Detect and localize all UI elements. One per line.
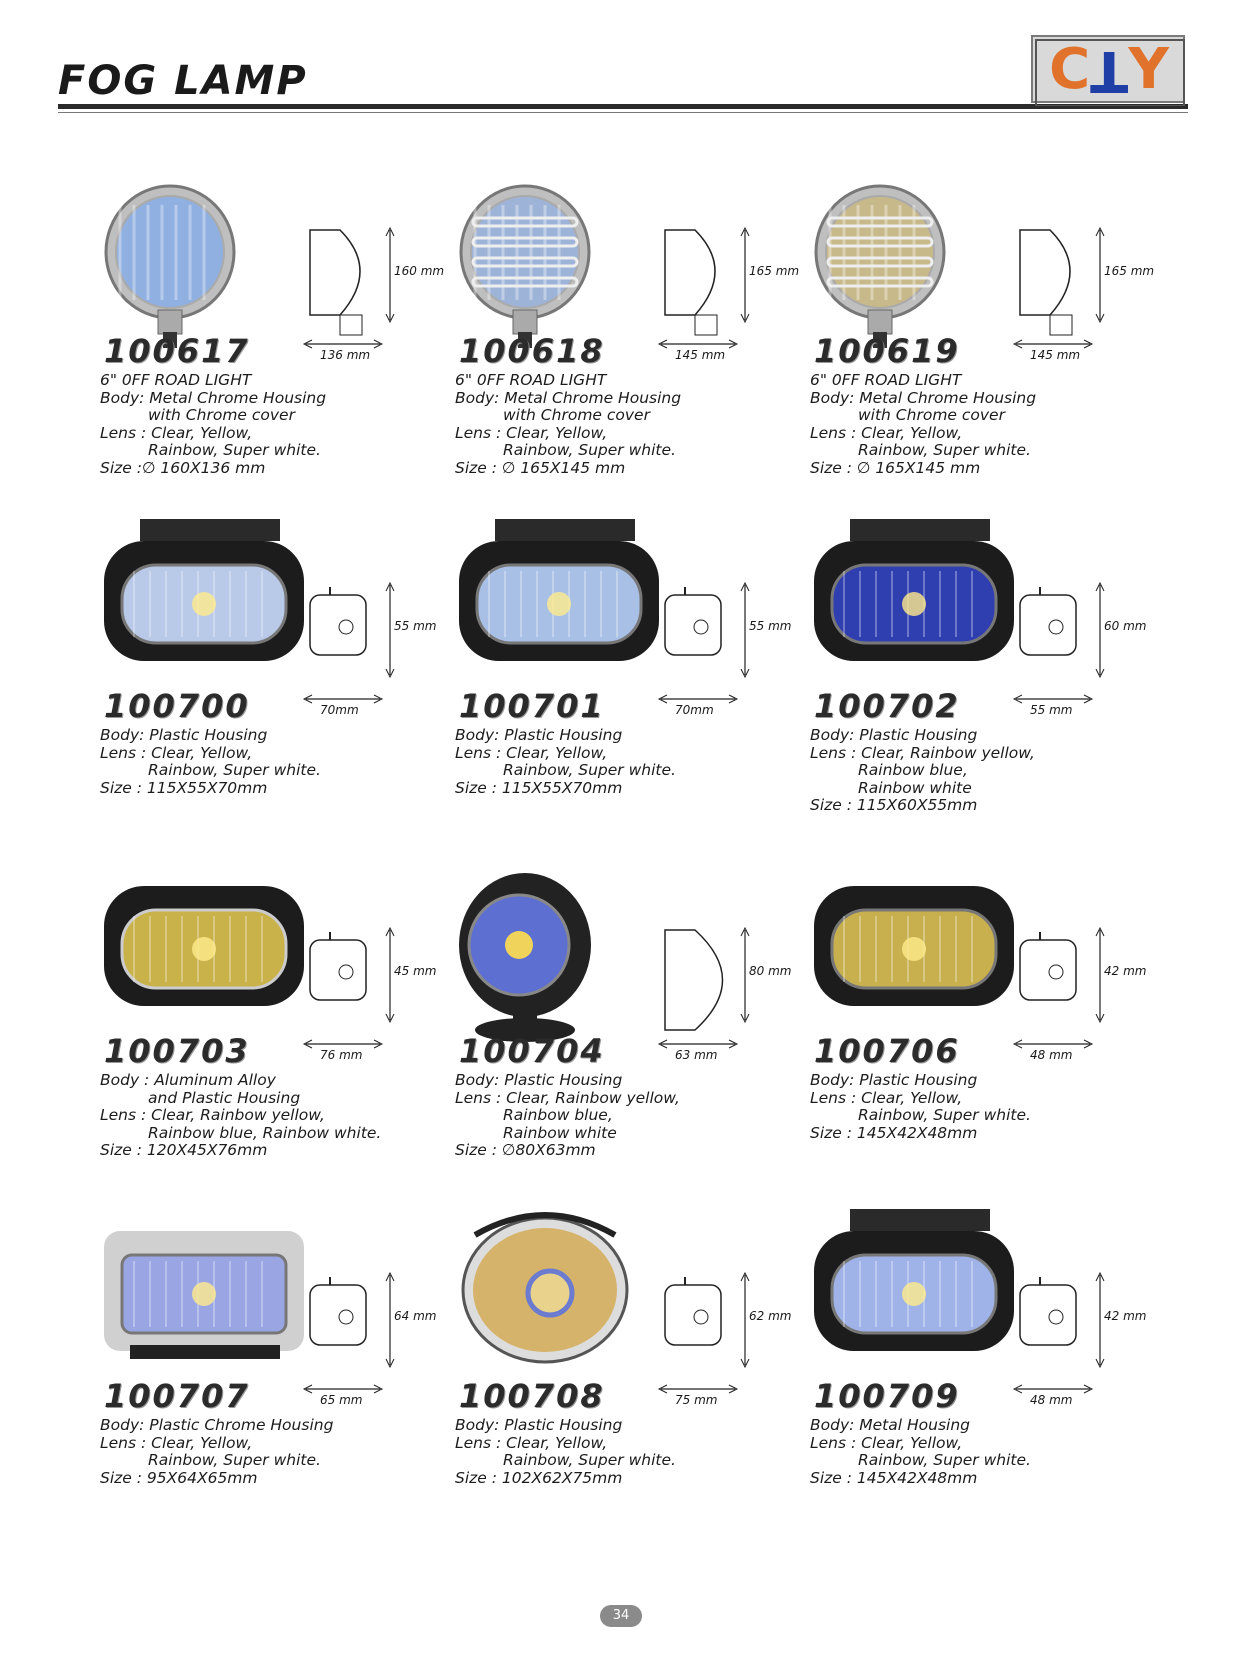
width-dimension: 145 mm xyxy=(1030,348,1081,362)
product-code: 100701 xyxy=(459,687,605,725)
side-view-diagram xyxy=(1010,575,1120,709)
spec-line: Rainbow, Super white. xyxy=(148,761,321,779)
product-spec xyxy=(455,1072,680,1160)
product-card xyxy=(455,515,835,865)
product-photo xyxy=(100,860,310,1054)
product-photo xyxy=(100,515,310,709)
spec-line: Body: Plastic Housing xyxy=(455,726,623,744)
title-rule xyxy=(58,104,1188,109)
height-dimension: 62 mm xyxy=(749,1309,792,1323)
dimension-drawing xyxy=(655,220,800,362)
spec-line: Size : ∅ 165X145 mm xyxy=(810,458,981,477)
side-view-diagram xyxy=(655,920,765,1054)
product-photo xyxy=(810,860,1020,1054)
dimension-drawing xyxy=(300,920,437,1062)
side-view-diagram xyxy=(655,220,765,354)
spec-line: Rainbow, Super white. xyxy=(503,1451,676,1469)
side-view-diagram xyxy=(300,920,410,1054)
spec-line: Body: Metal Chrome Housing xyxy=(810,388,1037,407)
product-photo xyxy=(100,1205,310,1399)
spec-line: Lens : Clear, Rainbow yellow, xyxy=(100,1106,325,1124)
product-photo xyxy=(455,515,665,709)
spec-line: with Chrome cover xyxy=(503,406,650,424)
product-card xyxy=(810,515,1190,865)
spec-line: Body: Plastic Housing xyxy=(100,726,268,744)
spec-line: Body: Metal Chrome Housing xyxy=(100,388,327,407)
product-card xyxy=(100,1205,480,1555)
product-card xyxy=(100,160,480,510)
side-view-diagram xyxy=(1010,920,1120,1054)
spec-line: Body: Plastic Housing xyxy=(810,1071,978,1089)
spec-line: Size : ∅80X63mm xyxy=(455,1141,596,1159)
spec-line: Body: Metal Housing xyxy=(810,1416,971,1434)
height-dimension: 64 mm xyxy=(394,1309,437,1323)
product-code: 100704 xyxy=(459,1032,605,1070)
product-code: 100707 xyxy=(104,1377,250,1415)
width-dimension: 55 mm xyxy=(1030,703,1073,717)
height-dimension: 165 mm xyxy=(1104,264,1155,278)
lamp-illustration xyxy=(455,1205,665,1395)
product-spec xyxy=(100,727,321,797)
side-view-diagram xyxy=(300,575,410,709)
spec-line: Lens : Clear, Yellow, xyxy=(100,743,253,762)
product-spec xyxy=(100,1072,381,1160)
product-spec xyxy=(810,1072,1031,1142)
side-view-diagram xyxy=(655,575,765,709)
lamp-illustration xyxy=(810,860,1020,1050)
spec-line: with Chrome cover xyxy=(858,406,1005,424)
spec-line: Rainbow blue, xyxy=(858,761,968,779)
spec-line: Body: Plastic Housing xyxy=(455,1071,623,1089)
product-spec xyxy=(455,372,681,477)
lamp-illustration xyxy=(455,515,665,705)
spec-line: Body: Plastic Housing xyxy=(810,726,978,744)
product-code: 100708 xyxy=(459,1377,605,1415)
dimension-drawing xyxy=(655,1265,792,1407)
height-dimension: 55 mm xyxy=(749,619,792,633)
product-card xyxy=(100,860,480,1210)
product-code: 100619 xyxy=(814,332,960,370)
product-code: 100706 xyxy=(814,1032,960,1070)
dimension-drawing xyxy=(1010,920,1147,1062)
spec-line: Lens : Clear, Yellow, xyxy=(810,423,963,442)
product-code: 100702 xyxy=(814,687,960,725)
width-dimension: 48 mm xyxy=(1030,1048,1073,1062)
spec-line: Body: Plastic Chrome Housing xyxy=(100,1416,334,1434)
lamp-illustration xyxy=(100,1205,310,1395)
spec-line: Lens : Clear, Yellow, xyxy=(455,423,608,442)
side-view-diagram xyxy=(655,1265,765,1399)
lamp-illustration xyxy=(455,160,665,350)
spec-line: Lens : Clear, Yellow, xyxy=(100,1433,253,1452)
page-title: FOG LAMP xyxy=(58,58,308,104)
lamp-illustration xyxy=(100,160,310,350)
spec-line: 6" 0FF ROAD LIGHT xyxy=(100,371,252,389)
side-view-diagram xyxy=(300,220,410,354)
product-code: 100617 xyxy=(104,332,250,370)
product-spec xyxy=(100,372,326,477)
spec-line: Lens : Clear, Yellow, xyxy=(810,1088,963,1107)
width-dimension: 76 mm xyxy=(320,1048,363,1062)
spec-line: Lens : Clear, Yellow, xyxy=(810,1433,963,1452)
spec-line: Size : ∅ 165X145 mm xyxy=(455,458,626,477)
product-spec xyxy=(455,727,676,797)
spec-line: Rainbow, Super white. xyxy=(148,1451,321,1469)
product-photo xyxy=(455,1205,665,1399)
width-dimension: 65 mm xyxy=(320,1393,363,1407)
product-card xyxy=(100,515,480,865)
spec-line: Size : 145X42X48mm xyxy=(810,1123,978,1142)
product-photo xyxy=(455,160,665,354)
lamp-illustration xyxy=(810,1205,1020,1395)
spec-line: with Chrome cover xyxy=(148,406,295,424)
page-number: 34 xyxy=(600,1605,642,1627)
spec-line: and Plastic Housing xyxy=(148,1088,301,1107)
lamp-illustration xyxy=(810,160,1020,350)
lamp-illustration xyxy=(100,515,310,705)
spec-line: Rainbow, Super white. xyxy=(503,441,676,459)
spec-line: Size : 120X45X76mm xyxy=(100,1141,268,1159)
height-dimension: 45 mm xyxy=(394,964,437,978)
spec-line: 6" 0FF ROAD LIGHT xyxy=(455,371,607,389)
logo-letter-t: T xyxy=(1090,38,1129,103)
width-dimension: 63 mm xyxy=(675,1048,718,1062)
dimension-drawing xyxy=(300,220,445,362)
width-dimension: 136 mm xyxy=(320,348,371,362)
height-dimension: 42 mm xyxy=(1104,964,1147,978)
spec-line: Size : 115X55X70mm xyxy=(100,778,268,797)
spec-line: Size : 102X62X75mm xyxy=(455,1468,623,1487)
spec-line: Rainbow white xyxy=(858,778,972,797)
spec-line: 6" 0FF ROAD LIGHT xyxy=(810,371,962,389)
spec-line: Lens : Clear, Rainbow yellow, xyxy=(810,743,1035,762)
width-dimension: 70mm xyxy=(320,703,359,717)
lamp-illustration xyxy=(100,860,310,1050)
product-card xyxy=(810,860,1190,1210)
side-view-diagram xyxy=(1010,220,1120,354)
spec-line: Rainbow blue, Rainbow white. xyxy=(148,1123,382,1142)
width-dimension: 70mm xyxy=(675,703,714,717)
title-rule-thin xyxy=(58,112,1188,113)
product-card xyxy=(455,160,835,510)
dimension-drawing xyxy=(655,575,792,717)
product-code: 100618 xyxy=(459,332,605,370)
dimension-drawing xyxy=(1010,575,1147,717)
lamp-illustration xyxy=(455,860,665,1050)
spec-line: Size : 95X64X65mm xyxy=(100,1468,258,1487)
product-code: 100700 xyxy=(104,687,250,725)
logo-letter-c: C xyxy=(1049,37,1091,102)
product-spec xyxy=(100,1417,333,1487)
product-card xyxy=(455,1205,835,1555)
product-photo xyxy=(810,515,1020,709)
product-card xyxy=(810,160,1190,510)
product-photo xyxy=(810,1205,1020,1399)
dimension-drawing xyxy=(300,1265,437,1407)
spec-line: Size :∅ 160X136 mm xyxy=(100,458,266,477)
height-dimension: 160 mm xyxy=(394,264,445,278)
product-spec xyxy=(810,727,1035,815)
product-card xyxy=(455,860,835,1210)
product-spec xyxy=(810,1417,1031,1487)
dimension-drawing xyxy=(1010,1265,1147,1407)
spec-line: Body: Metal Chrome Housing xyxy=(455,388,682,407)
spec-line: Body: Plastic Housing xyxy=(455,1416,623,1434)
spec-line: Lens : Clear, Yellow, xyxy=(455,743,608,762)
spec-line: Rainbow, Super white. xyxy=(503,761,676,779)
spec-line: Rainbow, Super white. xyxy=(858,441,1031,459)
height-dimension: 55 mm xyxy=(394,619,437,633)
dimension-drawing xyxy=(300,575,437,717)
side-view-diagram xyxy=(300,1265,410,1399)
width-dimension: 145 mm xyxy=(675,348,726,362)
spec-line: Lens : Clear, Yellow, xyxy=(100,423,253,442)
dimension-drawing xyxy=(655,920,792,1062)
product-card xyxy=(810,1205,1190,1555)
spec-line: Size : 115X60X55mm xyxy=(810,796,978,814)
product-photo xyxy=(455,860,665,1054)
product-code: 100703 xyxy=(104,1032,250,1070)
dimension-drawing xyxy=(1010,220,1155,362)
height-dimension: 42 mm xyxy=(1104,1309,1147,1323)
spec-line: Size : 115X55X70mm xyxy=(455,778,623,797)
height-dimension: 80 mm xyxy=(749,964,792,978)
side-view-diagram xyxy=(1010,1265,1120,1399)
spec-line: Lens : Clear, Rainbow yellow, xyxy=(455,1088,680,1107)
spec-line: Rainbow, Super white. xyxy=(858,1106,1031,1124)
product-code: 100709 xyxy=(814,1377,960,1415)
product-spec xyxy=(455,1417,676,1487)
spec-line: Rainbow, Super white. xyxy=(148,441,321,459)
spec-line: Lens : Clear, Yellow, xyxy=(455,1433,608,1452)
product-spec xyxy=(810,372,1036,477)
height-dimension: 165 mm xyxy=(749,264,800,278)
spec-line: Body : Aluminum Alloy xyxy=(100,1071,276,1089)
height-dimension: 60 mm xyxy=(1104,619,1147,633)
width-dimension: 48 mm xyxy=(1030,1393,1073,1407)
width-dimension: 75 mm xyxy=(675,1393,718,1407)
product-photo xyxy=(810,160,1020,354)
lamp-illustration xyxy=(810,515,1020,705)
logo-letter-y: Y xyxy=(1128,37,1169,102)
spec-line: Size : 145X42X48mm xyxy=(810,1468,978,1487)
spec-line: Rainbow blue, xyxy=(503,1106,613,1124)
spec-line: Rainbow white xyxy=(503,1123,617,1142)
brand-logo xyxy=(1030,34,1188,106)
spec-line: Rainbow, Super white. xyxy=(858,1451,1031,1469)
product-photo xyxy=(100,160,310,354)
